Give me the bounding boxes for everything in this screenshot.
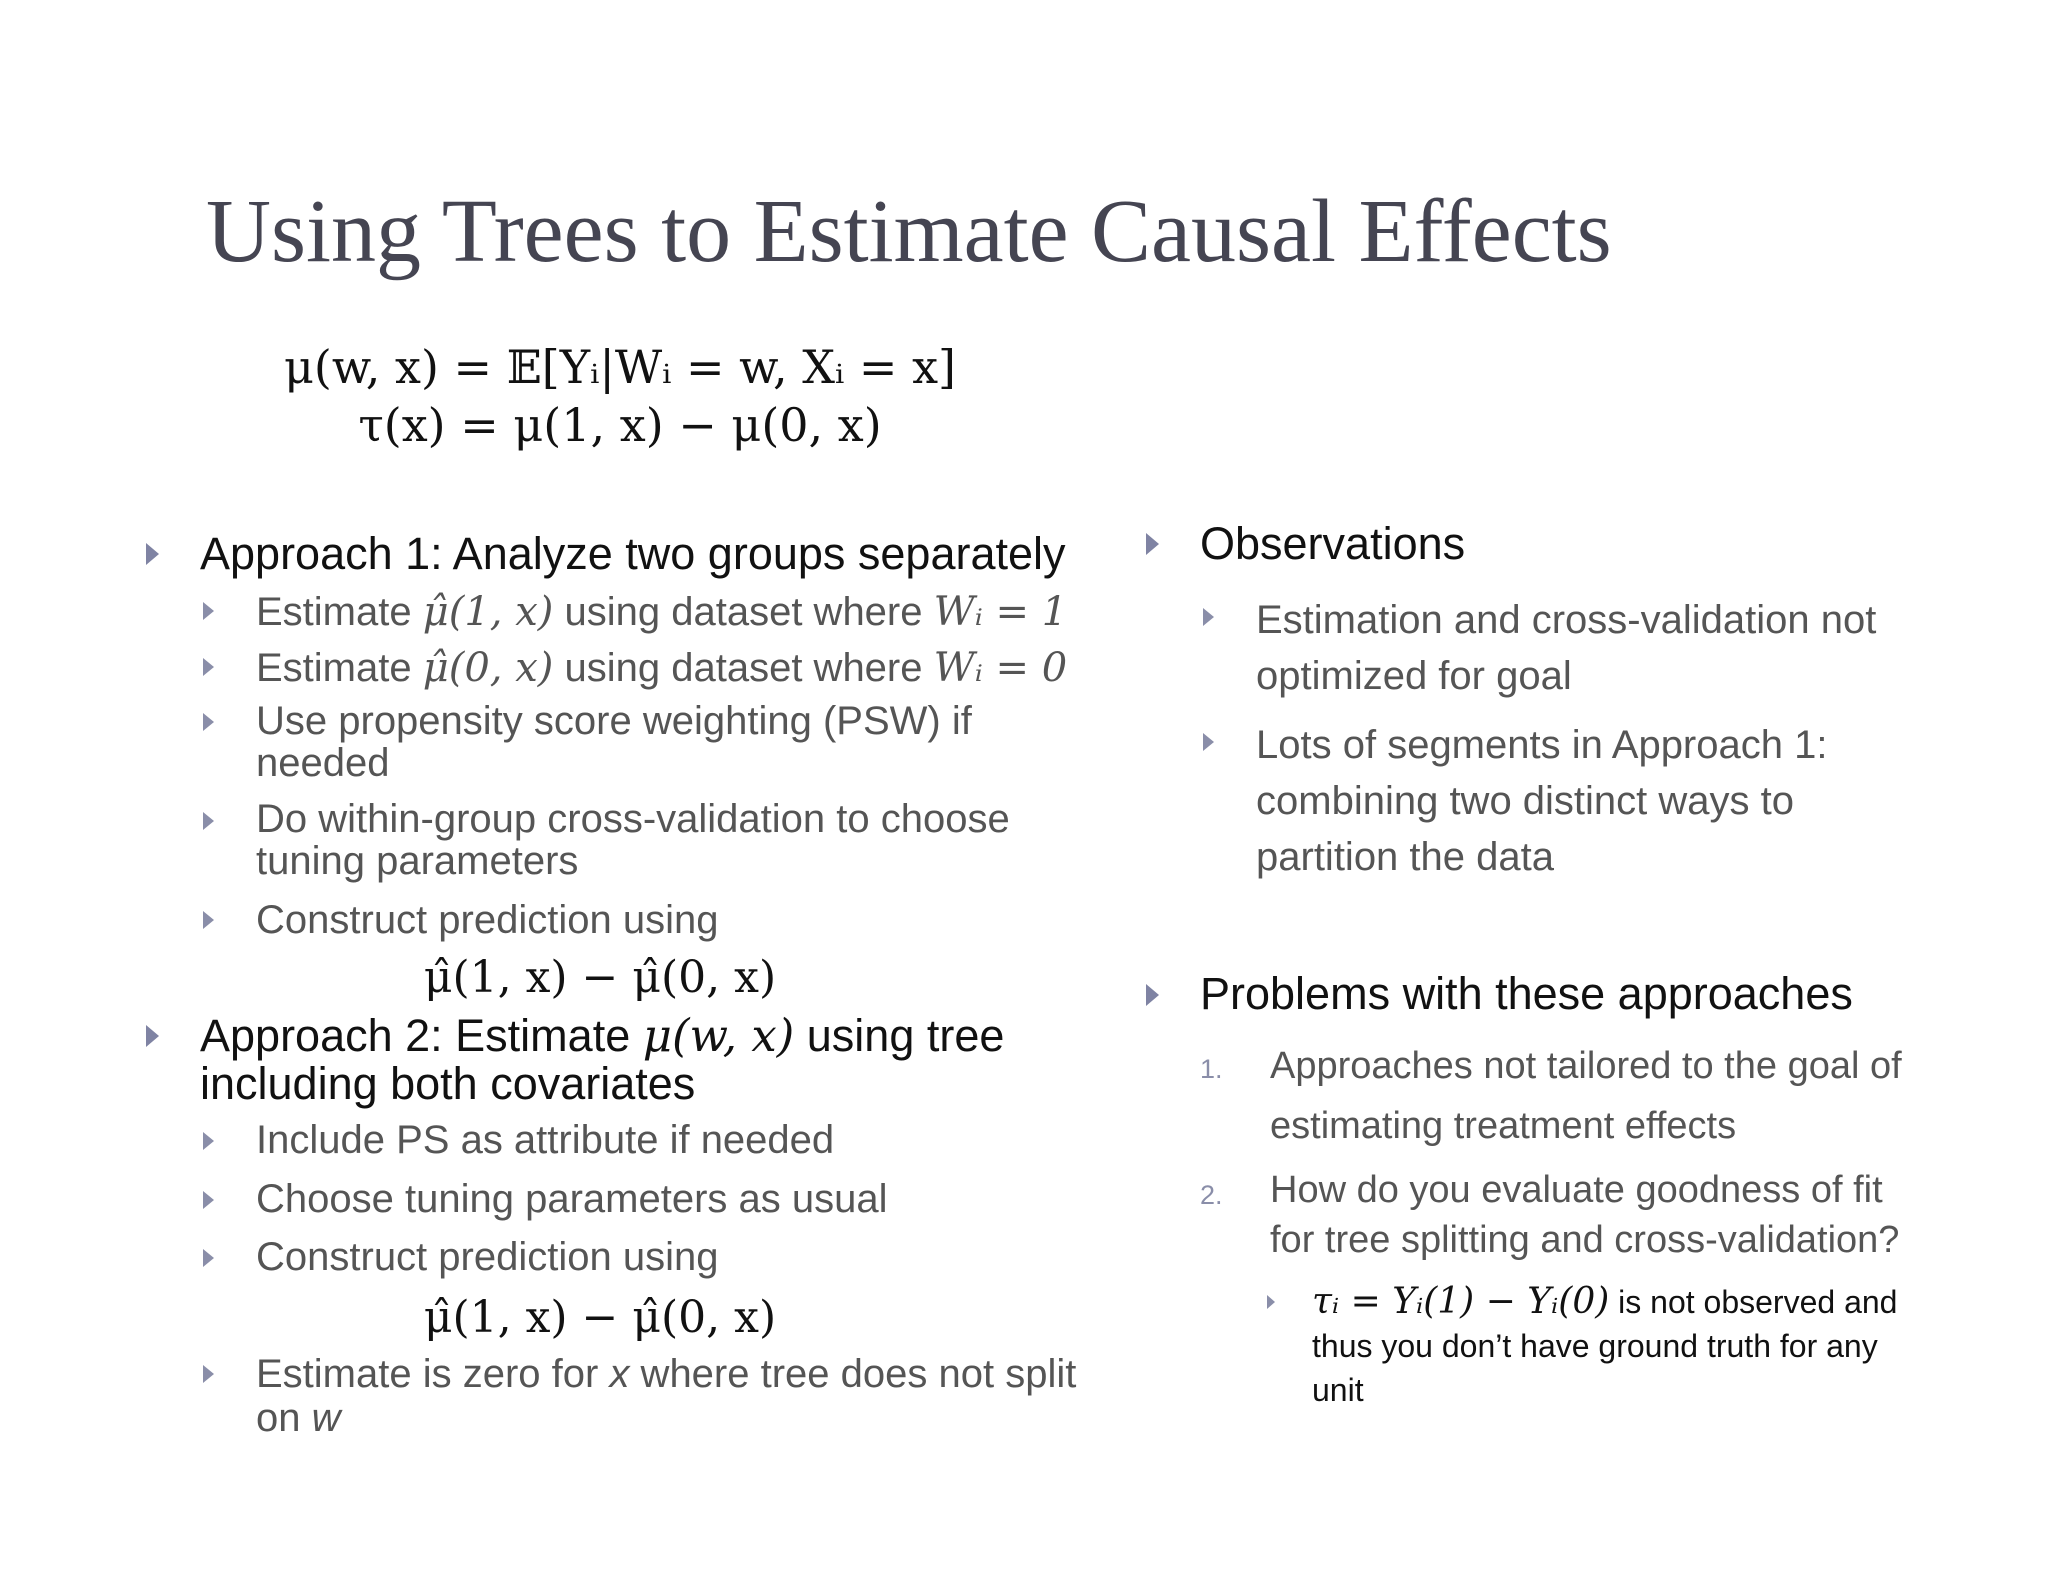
approach2-heading-line2: including both covariates — [200, 1058, 696, 1109]
mu-definition-formula: μ(w, x) = 𝔼[Yᵢ|Wᵢ = w, Xᵢ = x] — [284, 340, 956, 394]
approach2-item-4: Estimate is zero for x where tree does not split on w — [256, 1352, 1077, 1440]
bullet-arrow-icon — [203, 812, 214, 830]
approach1-heading: Approach 1: Analyze two groups separately — [200, 528, 1066, 579]
approach2-heading: Approach 2: Estimate μ(w, x) using tree — [200, 1009, 1005, 1062]
observations-item-1: Estimation and cross-validation not optimized for goal — [1256, 598, 1877, 698]
bullet-arrow-icon — [203, 1365, 214, 1383]
bullet-arrow-icon — [203, 658, 214, 676]
bullet-arrow-icon — [1146, 984, 1159, 1006]
problem-number-1: 1. — [1200, 1054, 1223, 1084]
approach2-item-3: Construct prediction using — [256, 1235, 719, 1279]
approach2-prediction-formula: μ̂(1, x) − μ̂(0, x) — [423, 1292, 777, 1343]
bullet-arrow-icon — [146, 543, 159, 565]
problem-number-2: 2. — [1200, 1180, 1223, 1210]
bullet-arrow-icon — [203, 911, 214, 929]
problem-item-1: Approaches not tailored to the goal of estimating treatment effects — [1270, 1045, 1902, 1147]
bullet-arrow-icon — [1146, 533, 1159, 555]
observations-item-2: Lots of segments in Approach 1: combining two distinct ways to partition the data — [1256, 723, 1828, 879]
approach1-item-2: Estimate μ̂(0, x) using dataset where Wᵢ = 0 — [256, 645, 1068, 691]
bullet-arrow-icon — [203, 1132, 214, 1150]
bullet-arrow-icon — [203, 1249, 214, 1267]
approach1-item-5: Construct prediction using — [256, 898, 719, 942]
approach2-item-1: Include PS as attribute if needed — [256, 1118, 835, 1162]
approach1-item-3: Use propensity score weighting (PSW) if needed — [256, 699, 972, 785]
bullet-arrow-icon — [1203, 733, 1214, 751]
problems-heading: Problems with these approaches — [1200, 968, 1853, 1019]
bullet-arrow-icon — [1267, 1295, 1275, 1309]
bullet-arrow-icon — [1203, 608, 1214, 626]
bullet-arrow-icon — [146, 1025, 159, 1047]
bullet-arrow-icon — [203, 602, 214, 620]
approach1-item-4: Do within-group cross-validation to choose tuning parameters — [256, 797, 1010, 883]
problem-item-2: How do you evaluate goodness of fit for tree splitting and cross-validation? — [1270, 1169, 1900, 1261]
tau-definition-formula: τ(x) = μ(1, x) − μ(0, x) — [358, 398, 882, 452]
approach1-item-1: Estimate μ̂(1, x) using dataset where Wᵢ = 1 — [256, 589, 1068, 635]
slide-title: Using Trees to Estimate Causal Effects — [206, 182, 1612, 281]
approach1-prediction-formula: μ̂(1, x) − μ̂(0, x) — [423, 952, 777, 1003]
bullet-arrow-icon — [203, 1191, 214, 1209]
problem-subitem: τᵢ = Yᵢ(1) − Yᵢ(0) is not observed and thus you don’t have ground truth for any unit — [1312, 1281, 1898, 1408]
approach2-item-2: Choose tuning parameters as usual — [256, 1177, 888, 1221]
bullet-arrow-icon — [203, 713, 214, 731]
observations-heading: Observations — [1200, 518, 1466, 569]
